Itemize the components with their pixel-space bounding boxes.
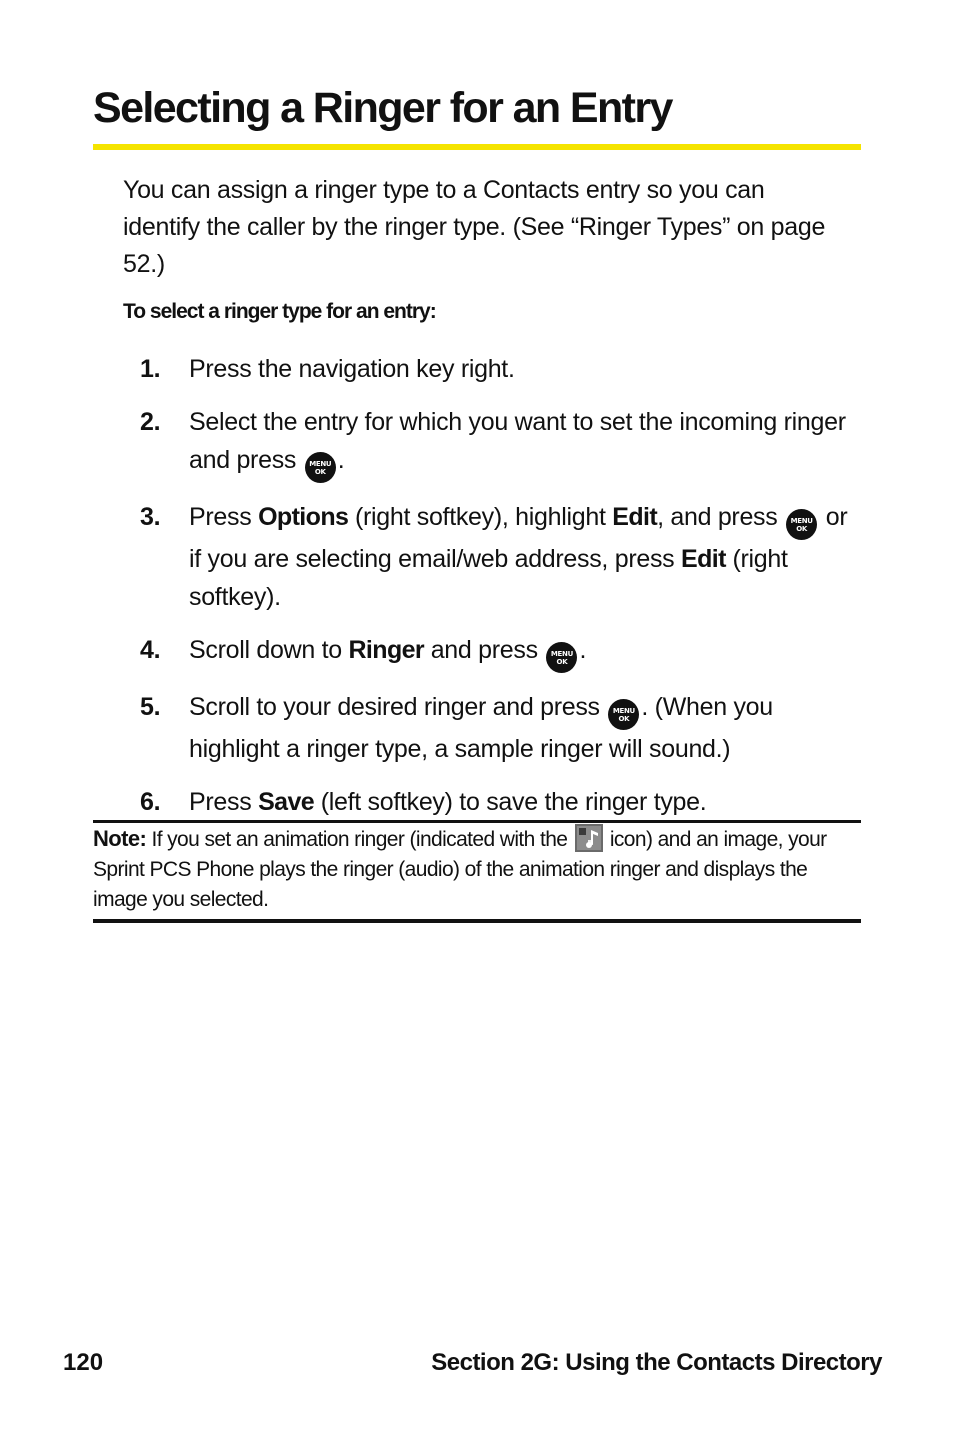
step-5 [140,688,860,768]
step-number: 1. [140,355,161,383]
step-text: Scroll to your desired ringer and press MENU OK . (When you highlight a ringer type, a sample ringer will sound.) [189,693,773,763]
menu-ok-key-icon: MENU OK [305,452,336,483]
step-number: 2. [140,408,161,436]
step-text: Press Options (right softkey), highlight Edit, and press MENU OK or if you are selecting email/web address, press Edit (right softkey). [189,503,848,611]
page-number: 120 [63,1349,104,1376]
options-softkey-label: Options [258,503,349,531]
step-number: 6. [140,788,161,816]
step-number: 4. [140,636,161,664]
step-text: Press the navigation key right. [189,355,515,383]
steps-list [140,350,860,836]
note-box [93,824,853,915]
step-4 [140,631,860,673]
note-top-rule [93,820,861,823]
note-text-continued: icon) and an image, your Sprint PCS Phone plays the ringer (audio) of the animation ringer and displays the image you selected. [93,828,827,911]
menu-ok-key-icon: MENU OK [546,642,577,673]
title-underline [93,144,861,150]
step-number: 5. [140,693,161,721]
procedure-heading: To select a ringer type for an entry: [123,300,436,323]
ringer-field-label: Ringer [348,636,425,664]
step-1 [140,350,860,388]
menu-ok-key-icon: MENU OK [786,509,817,540]
step-text: Press Save (left softkey) to save the ringer type. [189,788,707,816]
note-text: If you set an animation ringer (indicated with the [146,828,573,851]
save-softkey-label: Save [258,788,315,816]
intro-paragraph: You can assign a ringer type to a Contacts entry so you can identify the caller by the ringer type. (See “Ringer Types” on page 52.) [123,176,826,278]
edit-softkey-label: Edit [681,545,726,573]
step-6 [140,783,860,821]
edit-option-label: Edit [612,503,658,531]
note-label: Note: [93,826,147,851]
step-2 [140,403,860,483]
animation-ringer-icon [575,824,603,852]
section-footer: Section 2G: Using the Contacts Directory [431,1349,882,1376]
step-3 [140,498,860,616]
note-bottom-rule [93,919,861,923]
step-text: Select the entry for which you want to set the incoming ringer and press MENU OK . [189,403,860,483]
menu-ok-key-icon: MENU OK [608,699,639,730]
step-number: 3. [140,503,161,531]
step-text: Scroll down to Ringer and press MENU OK . [189,631,860,673]
page-title: Selecting a Ringer for an Entry [93,84,672,132]
